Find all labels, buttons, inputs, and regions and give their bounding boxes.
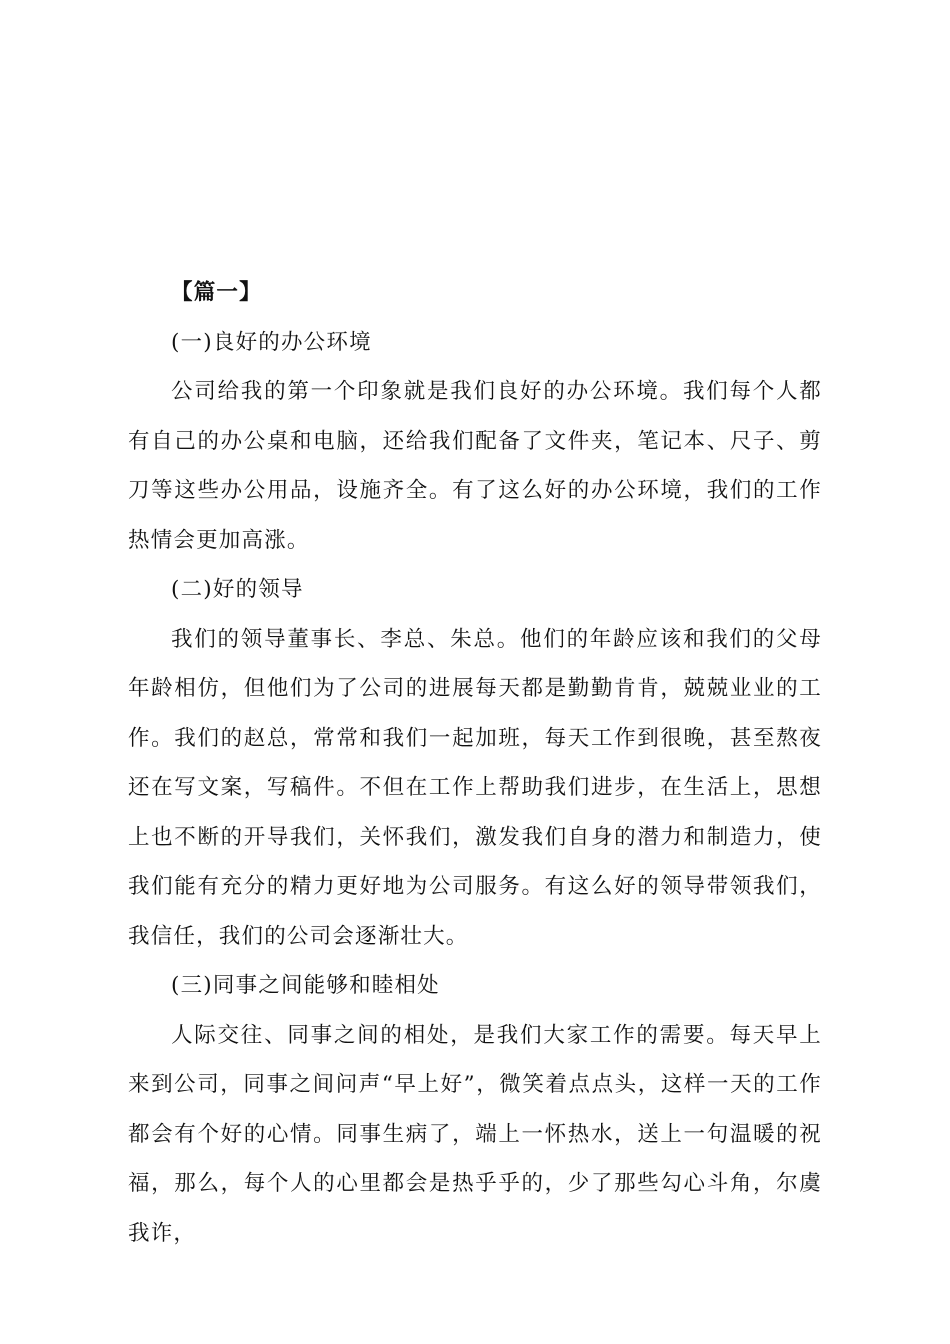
section-paragraph-3: 人际交往、同事之间的相处，是我们大家工作的需要。每天早上来到公司，同事之间问声“早上好”，微笑着点点头，这样一天的工作都会有个好的心情。同事生病了，端上一怀热水，送上一句温暖的祝福，那么，每个人的心里都会是热乎乎的，少了那些勾心斗角，尔虞我诈， [128, 1022, 822, 1246]
section-paragraph-2: 我们的领导董事长、李总、朱总。他们的年龄应该和我们的父母年龄相仿，但他们为了公司的进展每天都是勤勤肯肯，兢兢业业的工作。我们的赵总，常常和我们一起加班，每天工作到很晚，甚至熬夜还在写文案，写稿件。不但在工作上帮助我们进步，在生活上，思想上也不断的开导我们，关怀我们，激发我们自身的潜力和制造力，使我们能有充分的精力更好地为公司服务。有这么好的领导带领我们，我信任，我们的公司会逐渐壮大。 [128, 626, 822, 949]
section-heading-2: (二)好的领导 [171, 577, 304, 602]
document-title: 【篇一】 [171, 280, 262, 305]
section-heading-3: (三)同事之间能够和睦相处 [171, 973, 440, 998]
document-body [128, 268, 822, 1258]
section-heading-1: (一)良好的办公环境 [171, 329, 372, 355]
section-paragraph-1: 公司给我的第一个印象就是我们良好的办公环境。我们每个人都有自己的办公桌和电脑，还给我们配备了文件夹，笔记本、尺子、剪刀等这些办公用品，设施齐全。有了这么好的办公环境，我们的工作热情会更加高涨。 [128, 379, 822, 553]
